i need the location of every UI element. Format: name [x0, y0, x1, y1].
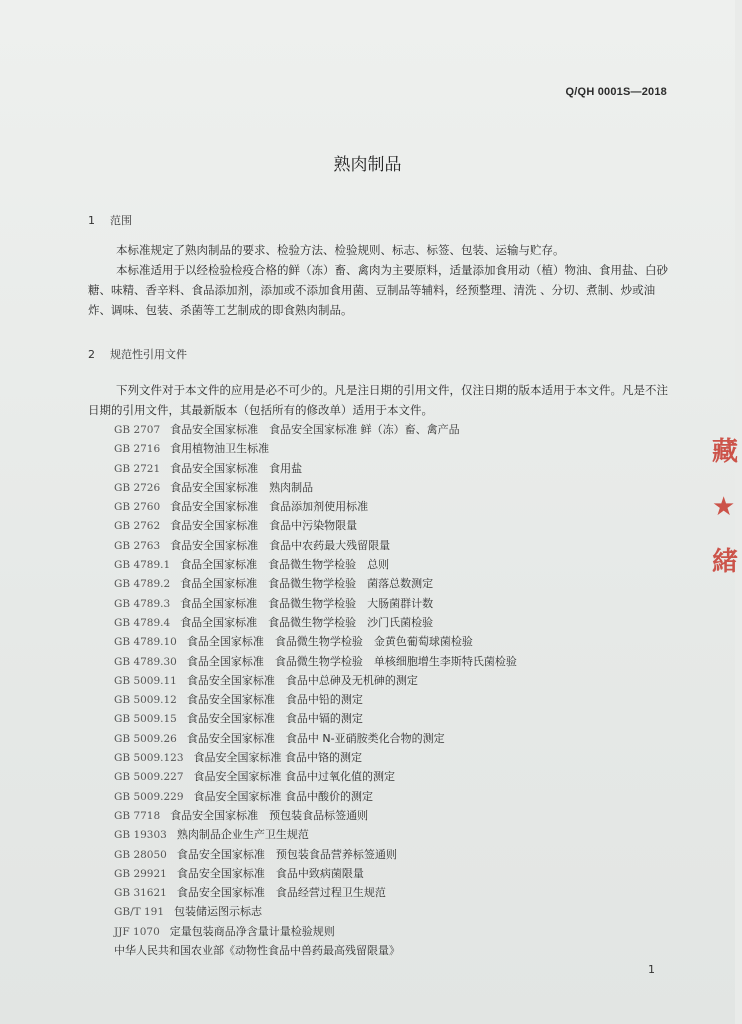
reference-code: GB 31621 — [114, 887, 167, 900]
reference-name: 食品安全国家标准 预包装食品营养标签通则 — [176, 847, 397, 861]
reference-code: GB 2716 — [114, 443, 161, 456]
reference-code: GB 5009.12 — [114, 694, 177, 707]
reference-code: GB 4789.30 — [114, 655, 177, 668]
reference-name: 食品安全国家标准 食品中铬的测定 — [193, 751, 363, 765]
reference-name: 食品安全国家标准 食品中铅的测定 — [186, 693, 363, 707]
references-intro — [88, 380, 673, 420]
reference-code: GB 4789.1 — [114, 559, 171, 572]
reference-item — [114, 497, 674, 516]
reference-name: 熟肉制品企业生产卫生规范 — [176, 828, 309, 842]
reference-code: GB 2721 — [114, 462, 161, 475]
reference-item — [114, 632, 674, 651]
reference-item — [114, 613, 674, 632]
reference-item — [114, 690, 674, 709]
reference-code: GB 2762 — [114, 520, 161, 533]
reference-item — [114, 478, 674, 497]
reference-name: 食品全国家标准 食品微生物学检验 大肠菌群计数 — [180, 596, 434, 610]
reference-code: GB 4789.10 — [114, 636, 177, 649]
scope-text — [88, 240, 673, 320]
reference-item — [114, 941, 674, 960]
reference-item — [114, 420, 674, 439]
reference-code: GB 5009.229 — [114, 790, 184, 803]
reference-code: GB 29921 — [114, 867, 167, 880]
reference-item — [114, 652, 674, 671]
reference-name: 食品安全国家标准 食品中 N-亚硝胺类化合物的测定 — [186, 731, 445, 745]
reference-name: 食品全国家标准 食品微生物学检验 沙门氏菌检验 — [180, 615, 434, 629]
reference-code: JJF 1070 — [114, 925, 160, 938]
page-title: 熟肉制品 — [333, 155, 402, 175]
reference-item — [114, 902, 674, 921]
reference-code: GB 2726 — [114, 481, 161, 494]
reference-item — [114, 787, 674, 806]
reference-item — [114, 459, 674, 478]
reference-code: GB 2763 — [114, 539, 161, 552]
reference-code: GB 5009.227 — [114, 771, 184, 784]
reference-name: 食品安全国家标准 食品中酸价的测定 — [193, 789, 374, 803]
scope-paragraph: 本标准适用于以经检验检疫合格的鲜（冻）畜、禽肉为主要原料，适量添加食用动（植）物油、食用盐、白砂糖、味精、香辛料、食品添加剂，添加或不添加食用菌、豆制品等辅料，经预整理、清洗 、分切、煮制、炒或油炸、调味、包装、杀菌等工艺制成的即食熟肉制品。 — [88, 263, 668, 317]
reference-item — [114, 709, 674, 728]
reference-item — [114, 516, 674, 535]
reference-item — [114, 883, 674, 902]
reference-item — [114, 767, 674, 786]
red-seal-stamp: 藏 ★ 緒 — [712, 437, 739, 577]
reference-name: 中华人民共和国农业部《动物性食品中兽药最高残留限量》 — [114, 944, 400, 958]
reference-list — [114, 420, 674, 960]
reference-item — [114, 594, 674, 613]
reference-name: 食品安全国家标准 食品中农药最大残留限量 — [170, 538, 391, 552]
reference-item — [114, 825, 674, 844]
reference-item — [114, 845, 674, 864]
reference-name: 食品全国家标准 食品微生物学检验 菌落总数测定 — [180, 577, 434, 591]
reference-code: GB 19303 — [114, 829, 167, 842]
reference-name: 食品安全国家标准 食品中致病菌限量 — [176, 866, 364, 880]
reference-name: 包装储运图示标志 — [174, 905, 263, 919]
reference-item — [114, 922, 674, 941]
scope-paragraph: 本标准规定了熟肉制品的要求、检验方法、检验规则、标志、标签、包装、运输与贮存。 — [116, 243, 565, 257]
reference-name: 食品安全国家标准 食用盐 — [170, 461, 303, 475]
reference-code: GB 5009.26 — [114, 732, 177, 745]
reference-item — [114, 671, 674, 690]
reference-item — [114, 748, 674, 767]
reference-item — [114, 439, 674, 458]
reference-code: GB 4789.4 — [114, 616, 171, 629]
reference-name: 食品安全国家标准 食品添加剂使用标准 — [170, 500, 369, 514]
section-heading-references — [88, 346, 187, 362]
reference-name: 食品安全国家标准 食品中镉的测定 — [186, 712, 363, 726]
reference-name: 食品安全国家标准 食品经营过程卫生规范 — [176, 886, 386, 900]
reference-item — [114, 864, 674, 883]
reference-code: GB 4789.3 — [114, 597, 171, 610]
reference-name: 食用植物油卫生标准 — [170, 442, 270, 456]
reference-name: 食品安全国家标准 食品中污染物限量 — [170, 519, 358, 533]
reference-code: GB 5009.123 — [114, 752, 184, 765]
reference-name: 定量包装商品净含量计量检验规则 — [169, 924, 335, 938]
reference-item — [114, 574, 674, 593]
reference-name: 食品安全国家标准 食品中总砷及无机砷的测定 — [186, 673, 418, 687]
reference-item — [114, 536, 674, 555]
reference-name: 食品安全国家标准 预包装食品标签通则 — [170, 808, 369, 822]
reference-code: GB 2707 — [114, 424, 161, 436]
reference-code: GB 5009.11 — [114, 674, 177, 687]
reference-item — [114, 806, 674, 825]
section-number: 1 — [88, 214, 95, 227]
reference-name: 食品安全国家标准 食品安全国家标准 鲜（冻）畜、禽产品 — [170, 423, 460, 436]
reference-code: GB 2760 — [114, 501, 161, 514]
reference-code: GB 28050 — [114, 848, 167, 861]
section-title: 范围 — [110, 214, 132, 227]
page-number: 1 — [648, 963, 655, 976]
intro-paragraph: 下列文件对于本文件的应用是必不可少的。凡是注日期的引用文件，仅注日期的版本适用于本文件。凡是不注日期的引用文件，其最新版本（包括所有的修改单）适用于本文件。 — [88, 383, 668, 417]
reference-code: GB/T 191 — [114, 906, 165, 919]
reference-code: GB 5009.15 — [114, 713, 177, 726]
reference-name: 食品全国家标准 食品微生物学检验 单核细胞增生李斯特氏菌检验 — [186, 654, 517, 668]
section-title: 规范性引用文件 — [110, 348, 187, 361]
reference-name: 食品安全国家标准 熟肉制品 — [170, 480, 314, 494]
reference-item — [114, 555, 674, 574]
reference-item — [114, 729, 674, 748]
reference-code: GB 4789.2 — [114, 578, 171, 591]
section-heading-scope — [88, 212, 132, 228]
section-number: 2 — [88, 348, 95, 361]
reference-name: 食品全国家标准 食品微生物学检验 金黄色葡萄球菌检验 — [186, 635, 473, 649]
standard-code: Q/QH 0001S—2018 — [565, 86, 667, 98]
reference-code: GB 7718 — [114, 809, 161, 822]
reference-name: 食品安全国家标准 食品中过氧化值的测定 — [193, 770, 396, 784]
reference-name: 食品全国家标准 食品微生物学检验 总则 — [180, 558, 390, 572]
